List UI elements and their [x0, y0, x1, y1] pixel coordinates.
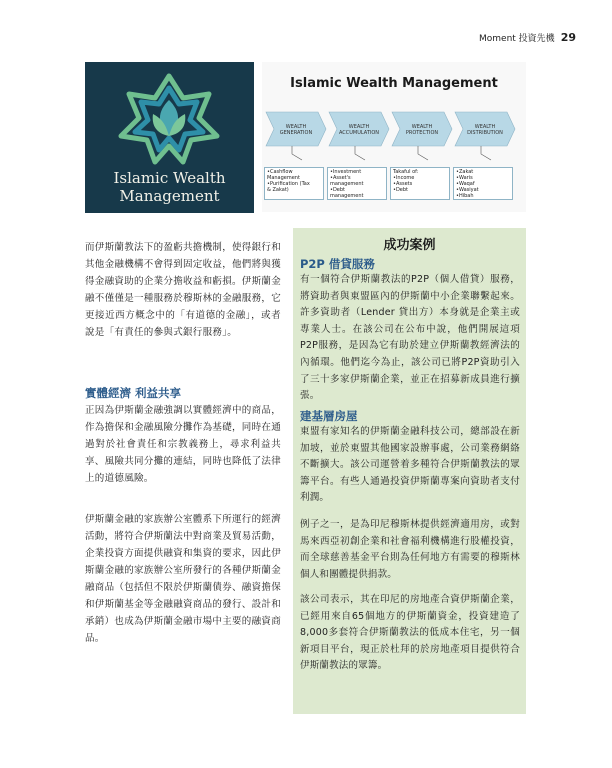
- stage-box-3: Takaful of: •Income •Assets •Debt: [390, 167, 450, 200]
- body-paragraph-3: 伊斯蘭金融的家族辦公室體系下所運行的經濟活動，將符合伊斯蘭法中對商業及貿易活動，企業投資方面提供融資和集資的要求，因此伊斯蘭金融的家族辦公室所發行的各種伊斯蘭金融商品（包括但不限於伊斯蘭債券、融資擔保和伊斯蘭基金等金融融資商品的發行、設計和承銷）也成為伊斯蘭金融市場中主要的融資商品。: [85, 514, 282, 644]
- stage-label-2: WEALTH ACCUMULATION: [338, 124, 380, 136]
- stage-label-4: WEALTH DISTRIBUTION: [467, 124, 503, 136]
- body-paragraph-2: 正因為伊斯蘭金融強調以實體經濟中的商品，作為擔保和金融風險分攤作為基礎，同時在通過對於社會責任和宗教義務上，尋求利益共享、風險共同分攤的連結，同時也降低了法律上的道德風險。: [85, 405, 282, 484]
- stage-box-4: •Zakat •Waris •Waqaf •Wasiyat •Hibah: [453, 167, 513, 200]
- running-head: [479, 31, 576, 44]
- case2-heading: 建基層房屋: [300, 409, 358, 423]
- stage-box-1: •Cashflow Management •Purification (Tax & Zakat): [264, 167, 324, 200]
- stage-label-3: WEALTH PROTECTION: [405, 124, 439, 136]
- logo-text-line1: Islamic Wealth: [113, 169, 226, 187]
- islamic-wealth-logo: [85, 62, 254, 213]
- section-heading: 實體經濟 利益共享: [85, 386, 182, 400]
- case2-text-3: 該公司表示，其在印尼的房地產合資伊斯蘭企業，已經用來自65個地方的伊斯蘭資金，投資建造了8,000多套符合伊斯蘭教法的低成本住宅，另一個新項目平台，現正於杜拜的於房地產項目提供符合伊斯蘭教法的眾籌。: [300, 594, 520, 672]
- case2-text-2: 例子之一，是為印尼穆斯林提供經濟適用房，或對馬來西亞初創企業和社會福利機構進行股權投資，而全球慈善基金平台則為任何地方有需要的穆斯林個人和團體提供捐款。: [300, 519, 520, 580]
- stage-label-1: WEALTH GENERATION: [279, 124, 313, 136]
- page-number: 29: [560, 31, 576, 44]
- star-ornament-icon: [113, 70, 226, 168]
- case1-heading: P2P 借貸服務: [300, 257, 375, 271]
- success-cases-panel: [293, 228, 526, 714]
- diagram-title: Islamic Wealth Management: [290, 76, 498, 91]
- case2-text: 東盟有家知名的伊斯蘭金融科技公司，總部設在新加坡，並於東盟其他國家設辦事處，公司業務網絡不斷擴大。該公司運營着多種符合伊斯蘭教法的眾籌平台。有些人通過投資伊斯蘭專案向資助者支付利潤。: [300, 426, 520, 504]
- panel-title: 成功案例: [383, 238, 436, 253]
- stage-box-2: •Investment •Asset's management •Debt management: [327, 167, 387, 200]
- case1-text: 有一個符合伊斯蘭教法的P2P（個人借貸）服務，將資助者與東盟區內的伊斯蘭中小企業聯繫起來。許多資助者（Lender 貸出方）本身就是企業主或專業人士。在該公司在公布中說，他們開展這項P2P服務，是因為它有助於建立伊斯蘭教經濟法的內循環。他們迄今為止，該公司已將P2P資助引入了三十多家伊斯蘭企業，並正在招募新成員進行擴張。: [300, 274, 520, 402]
- magazine-title: Moment 投資先機: [479, 34, 555, 44]
- intro-paragraph: 而伊斯蘭教法下的盈虧共擔機制，使得銀行和其他金融機構不會得到固定收益，他們將與獲得金融資助的企業分擔收益和虧損。伊斯蘭金融不僅僅是一種服務於穆斯林的金融服務，它更接近西方概念中的「有道德的金融」，或者說是「有責任的參與式銀行服務」。: [85, 242, 282, 338]
- logo-text-line2: Management: [119, 187, 220, 205]
